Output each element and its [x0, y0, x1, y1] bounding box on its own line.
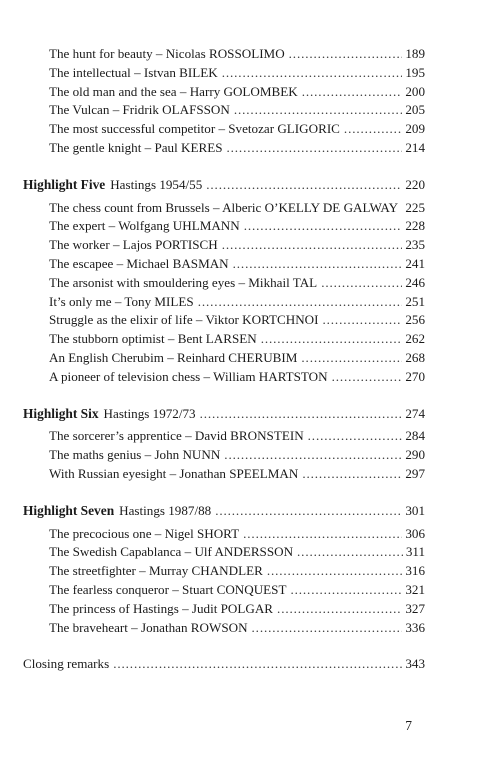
dot-leader — [222, 63, 403, 83]
toc-page-number: 228 — [405, 218, 425, 234]
toc-entry-title: Hastings 1972/73 — [103, 405, 196, 421]
dot-leader — [277, 599, 402, 619]
toc-entry-title: Closing remarks — [23, 656, 110, 672]
toc-entry — [49, 599, 425, 619]
toc-page-number: 316 — [405, 563, 425, 579]
dot-leader — [321, 273, 402, 293]
toc-entry — [49, 138, 425, 158]
toc-entry — [49, 254, 425, 274]
toc-entry — [49, 426, 425, 446]
dot-leader — [301, 348, 402, 368]
toc-page-number: 195 — [405, 64, 425, 80]
toc-entry — [49, 561, 425, 581]
toc-entry — [49, 542, 425, 562]
toc-entry — [49, 367, 425, 387]
toc-entry — [49, 216, 425, 236]
toc-entry-title: The streetfighter – Murray CHANDLER — [49, 563, 263, 579]
toc-highlight-label: Highlight Seven — [23, 502, 115, 518]
toc-entry — [49, 63, 425, 83]
toc-page-number: 274 — [405, 405, 425, 421]
toc-entry-title: With Russian eyesight – Jonathan SPEELMAN — [49, 466, 299, 481]
dot-leader — [198, 292, 403, 312]
dot-leader — [332, 367, 403, 387]
toc-entry — [49, 524, 425, 544]
toc-entry-title: The stubborn optimist – Bent LARSEN — [49, 331, 257, 347]
dot-leader — [233, 254, 403, 274]
dot-leader — [215, 501, 402, 521]
toc-entry-title: An English Cherubim – Reinhard CHERUBIM — [49, 350, 298, 365]
toc-page-number: 209 — [405, 121, 425, 137]
toc-entry-title: The fearless conqueror – Stuart CONQUEST — [49, 582, 287, 597]
toc-page-number: 343 — [405, 656, 425, 672]
page-number: 7 — [405, 718, 412, 733]
toc-entry-title: Struggle as the elixir of life – Viktor KORTCHNOI — [49, 312, 319, 328]
dot-leader — [243, 524, 402, 544]
toc-page-number: 262 — [405, 331, 425, 347]
toc-page-number: 256 — [405, 312, 425, 328]
toc-entry — [49, 82, 425, 102]
toc-page-number: 235 — [405, 237, 425, 253]
toc-entry-title: The intellectual – Istvan BILEK — [49, 64, 218, 80]
toc-entry-title: The princess of Hastings – Judit POLGAR — [49, 600, 274, 616]
toc-entry-title: The precocious one – Nigel SHORT — [49, 525, 240, 541]
toc-page-number: 270 — [405, 368, 425, 384]
toc-entry-title: The gentle knight – Paul KERES — [49, 140, 223, 155]
toc-entry — [49, 292, 425, 312]
toc-entry — [49, 618, 425, 638]
toc-entry-title: A pioneer of television chess – William HARTSTON — [49, 368, 328, 384]
dot-leader — [224, 445, 402, 465]
toc-entry-title: The hunt for beauty – Nicolas ROSSOLIMO — [49, 46, 285, 61]
toc-entry-title: The old man and the sea – Harry GOLOMBEK — [49, 83, 298, 99]
toc-entry-title: The Swedish Capablanca – Ulf ANDERSSON — [49, 544, 294, 560]
toc-entry — [49, 580, 425, 600]
toc-entry-title: The arsonist with smouldering eyes – Mikhail TAL — [49, 274, 318, 290]
dot-leader — [302, 464, 402, 484]
dot-leader — [222, 235, 403, 255]
toc-entry-title: The braveheart – Jonathan ROWSON — [49, 619, 248, 635]
toc-page-number: 306 — [405, 525, 425, 541]
dot-leader — [113, 654, 402, 674]
toc-section-heading — [23, 501, 425, 521]
toc-page-number: 311 — [405, 544, 425, 560]
toc-entry — [49, 119, 425, 139]
toc-page-number: 251 — [405, 293, 425, 309]
toc-entry — [49, 445, 425, 465]
toc-page-number: 284 — [405, 428, 425, 444]
toc-page-number: 241 — [405, 256, 425, 271]
toc-entry — [49, 198, 425, 218]
toc-entry — [49, 235, 425, 255]
dot-leader — [344, 119, 402, 139]
toc-section-heading — [23, 175, 425, 195]
toc-entry — [49, 273, 425, 293]
dot-leader — [302, 82, 403, 102]
dot-leader — [226, 138, 402, 158]
toc-page-number: 246 — [405, 274, 425, 290]
dot-leader — [322, 310, 402, 330]
toc-entry — [49, 44, 425, 64]
toc-entry-title: It’s only me – Tony MILES — [49, 293, 194, 309]
dot-leader — [234, 100, 403, 120]
toc-section-heading — [23, 404, 425, 424]
toc-page-number: 225 — [405, 199, 425, 215]
toc-page-number: 214 — [405, 140, 425, 155]
toc-page-number: 327 — [405, 600, 425, 616]
toc-entry — [49, 348, 425, 368]
dot-leader — [200, 404, 403, 424]
toc-entry-title: Hastings 1954/55 — [110, 176, 203, 192]
toc-highlight-label: Highlight Six — [23, 405, 99, 421]
dot-leader — [206, 175, 402, 195]
toc-entry-title: The Vulcan – Fridrik OLAFSSON — [49, 102, 230, 118]
toc-section-heading — [23, 654, 425, 674]
toc-entry-title: The expert – Wolfgang UHLMANN — [49, 218, 240, 234]
toc-page-number: 290 — [405, 447, 425, 463]
toc-page-number: 200 — [405, 83, 425, 99]
toc-page-number: 189 — [405, 46, 425, 61]
toc-entry-title: The chess count from Brussels – Alberic O’KELLY DE GALWAY — [49, 199, 399, 215]
toc-highlight-label: Highlight Five — [23, 176, 106, 192]
dot-leader — [267, 561, 403, 581]
dot-leader — [252, 618, 403, 638]
toc-entry-title: The sorcerer’s apprentice – David BRONSTEIN — [49, 428, 304, 444]
toc-page-number: 301 — [405, 502, 425, 518]
toc-page-number: 205 — [405, 102, 425, 118]
toc-entry-title: The escapee – Michael BASMAN — [49, 256, 229, 271]
dot-leader — [244, 216, 403, 236]
toc-entry — [49, 100, 425, 120]
dot-leader — [261, 329, 403, 349]
toc-page-number: 297 — [405, 466, 425, 481]
toc-page-number: 336 — [405, 619, 425, 635]
dot-leader — [289, 44, 403, 64]
toc-entry-title: The most successful competitor – Svetozar GLIGORIC — [49, 121, 340, 137]
dot-leader — [290, 580, 402, 600]
toc-page-number: 268 — [405, 350, 425, 365]
toc-entry-title: Hastings 1987/88 — [119, 502, 212, 518]
toc-page-number: 321 — [405, 582, 425, 597]
dot-leader — [297, 542, 403, 562]
toc-entry — [49, 310, 425, 330]
toc-entry-title: The maths genius – John NUNN — [49, 447, 221, 463]
toc-entry — [49, 329, 425, 349]
toc-entry-title: The worker – Lajos PORTISCH — [49, 237, 218, 253]
dot-leader — [308, 426, 403, 446]
toc-page-number: 220 — [405, 176, 425, 192]
toc-entry — [49, 464, 425, 484]
